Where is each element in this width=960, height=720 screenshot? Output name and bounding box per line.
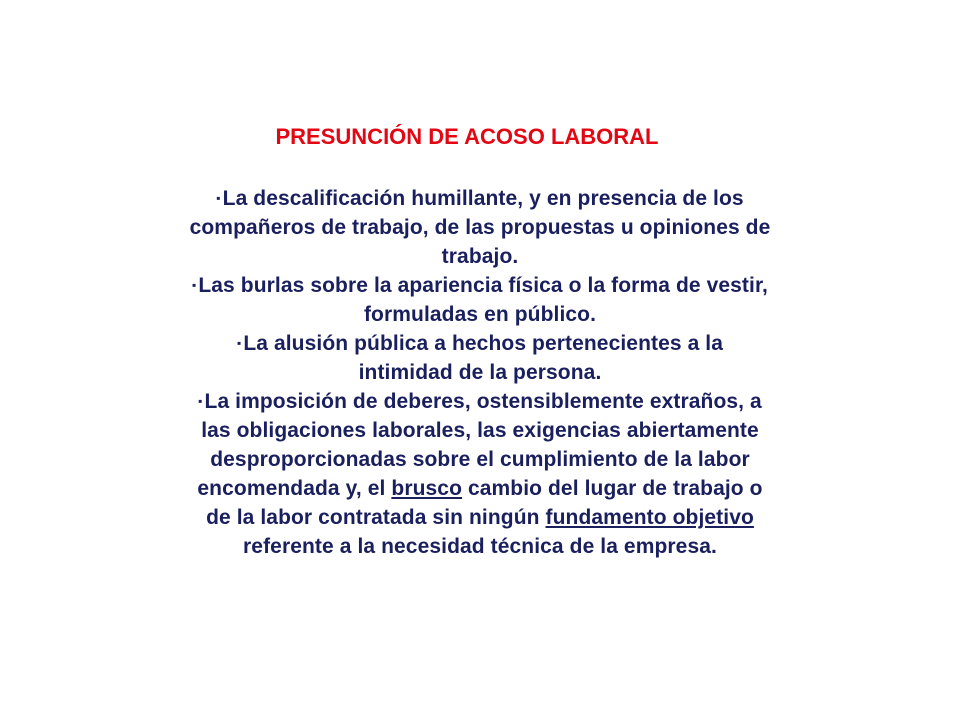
bullet-item-4 <box>40 387 920 561</box>
bullet-line: desproporcionadas sobre el cumplimiento de la labor <box>210 448 750 471</box>
slide-body <box>40 184 920 561</box>
bullet-line: referente a la necesidad técnica de la empresa. <box>243 535 717 558</box>
bullet-line: trabajo. <box>441 245 519 268</box>
square-bullet-icon: ▪ <box>216 191 221 205</box>
bullet-item-1 <box>40 184 920 271</box>
square-bullet-icon: ▪ <box>236 336 242 350</box>
bullet-item-3 <box>40 329 920 387</box>
square-bullet-icon: ▪ <box>191 278 197 292</box>
bullet-line: encomendada y, el brusco cambio del lugar de trabajo o <box>197 477 763 500</box>
spacer <box>40 154 920 184</box>
square-bullet-icon: ▪ <box>198 394 203 408</box>
bullet-line: ▪Las burlas sobre la apariencia física o la forma de vestir, <box>191 274 768 297</box>
bullet-line: las obligaciones laborales, las exigencias abiertamente <box>201 419 759 442</box>
bullet-line: ▪La alusión pública a hechos pertenecientes a la <box>236 332 724 355</box>
bullet-item-2 <box>40 271 920 329</box>
bullet-line: compañeros de trabajo, de las propuestas u opiniones de <box>189 216 771 239</box>
bullet-line: ▪La imposición de deberes, ostensiblemente extraños, a <box>198 390 762 413</box>
slide-title: PRESUNCIÓN DE ACOSO LABORAL <box>275 124 659 149</box>
underlined-word-brusco: brusco <box>391 477 463 500</box>
bullet-line: de la labor contratada sin ningún fundamento objetivo <box>206 506 754 529</box>
bullet-line: intimidad de la persona. <box>358 361 602 384</box>
underlined-phrase-fundamento-objetivo: fundamento objetivo <box>545 506 754 529</box>
bullet-line: ▪La descalificación humillante, y en presencia de los <box>216 187 744 210</box>
bullet-line: formuladas en público. <box>363 303 597 326</box>
slide-content <box>40 120 920 561</box>
